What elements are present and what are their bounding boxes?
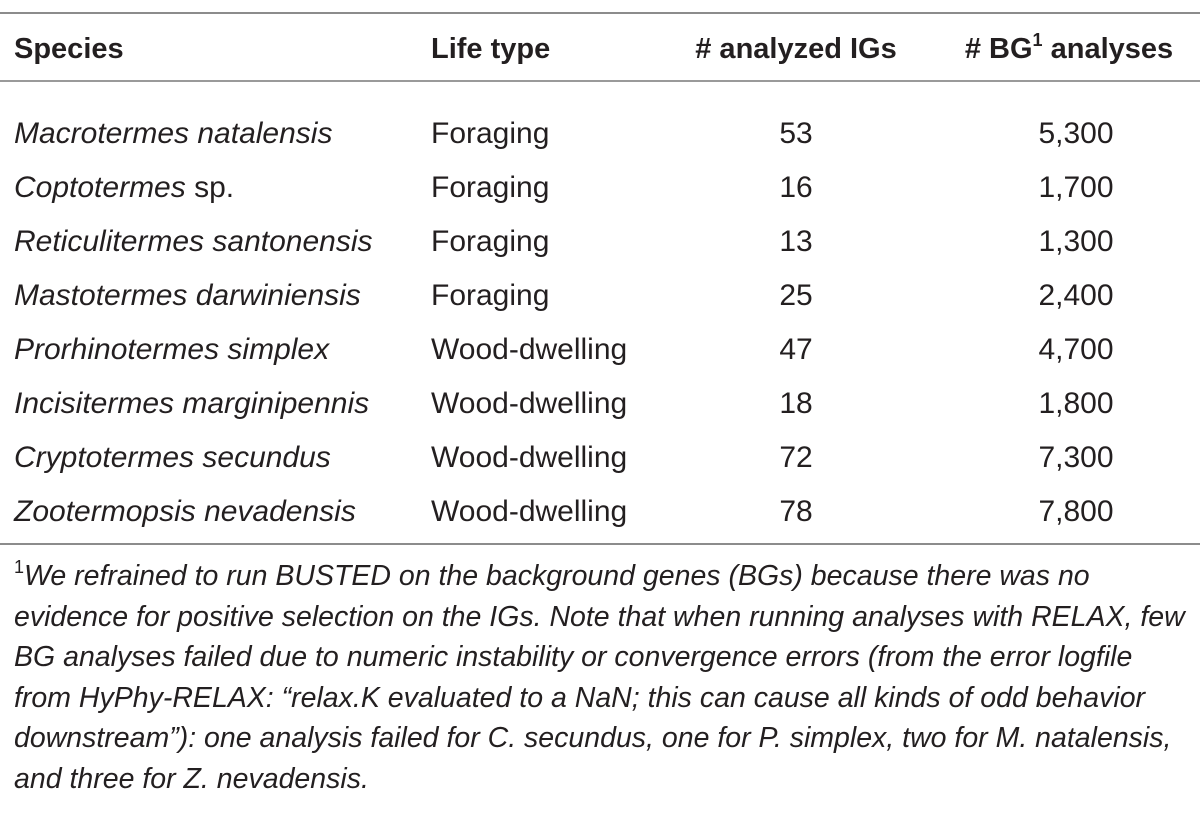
cell-life-type: Wood-dwelling bbox=[431, 495, 628, 528]
cell-species bbox=[14, 323, 329, 377]
header-bg-prefix: # BG bbox=[964, 33, 1033, 65]
table-row bbox=[0, 431, 1200, 485]
table-row bbox=[0, 323, 1200, 377]
cell-analyzed-igs: 53 bbox=[779, 117, 813, 150]
species-name: Coptotermes bbox=[14, 171, 186, 204]
table-header-row bbox=[0, 22, 1200, 76]
table-row bbox=[0, 485, 1200, 539]
cell-life-type: Foraging bbox=[431, 225, 550, 258]
cell-bg-analyses: 4,700 bbox=[1038, 333, 1114, 366]
cell-bg-analyses: 1,700 bbox=[1038, 171, 1114, 204]
header-bg-suffix: analyses bbox=[1042, 33, 1174, 65]
cell-life-type: Wood-dwelling bbox=[431, 333, 628, 366]
species-name: Reticulitermes santonensis bbox=[14, 225, 373, 258]
cell-life-type: Foraging bbox=[431, 279, 550, 312]
cell-analyzed-igs: 25 bbox=[779, 279, 813, 312]
cell-bg-analyses: 7,300 bbox=[1038, 441, 1114, 474]
cell-analyzed-igs: 13 bbox=[779, 225, 813, 258]
table-row bbox=[0, 269, 1200, 323]
species-name: Zootermopsis nevadensis bbox=[14, 495, 356, 528]
cell-species bbox=[14, 107, 332, 161]
cell-life-type: Wood-dwelling bbox=[431, 387, 628, 420]
header-footnote-marker: 1 bbox=[1032, 30, 1043, 50]
cell-bg-analyses: 2,400 bbox=[1038, 279, 1114, 312]
cell-analyzed-igs: 16 bbox=[779, 171, 813, 204]
cell-species bbox=[14, 161, 234, 215]
cell-life-type: Wood-dwelling bbox=[431, 441, 628, 474]
header-life-type: Life type bbox=[431, 33, 551, 65]
cell-analyzed-igs: 47 bbox=[779, 333, 813, 366]
species-name: Macrotermes natalensis bbox=[14, 117, 333, 150]
table-row bbox=[0, 215, 1200, 269]
cell-analyzed-igs: 72 bbox=[779, 441, 813, 474]
table-row bbox=[0, 161, 1200, 215]
table-header-rule bbox=[0, 80, 1200, 82]
cell-life-type: Foraging bbox=[431, 117, 550, 150]
footnote-marker: 1 bbox=[14, 557, 25, 577]
footnote-text: We refrained to run BUSTED on the background genes (BGs) because there was no evidence for positive selection on the IGs. Note that when running analyses with RELAX, few BG analyses failed due to numeric instability or convergence errors (from the error logfile from HyPhy-RELAX: “relax.K evaluated to a NaN; this can cause all kinds of odd behavior downstream”): one analysis failed for C. secundus, one for P. simplex, two for M. natalensis, and three for Z. nevadensis. bbox=[14, 560, 1185, 795]
header-analyzed-igs: # analyzed IGs bbox=[695, 33, 897, 65]
species-name: Prorhinotermes simplex bbox=[14, 333, 330, 366]
cell-species bbox=[14, 377, 369, 431]
cell-analyzed-igs: 18 bbox=[779, 387, 813, 420]
species-name: Cryptotermes secundus bbox=[14, 441, 331, 474]
cell-bg-analyses: 5,300 bbox=[1038, 117, 1114, 150]
table-top-rule bbox=[0, 12, 1200, 14]
cell-bg-analyses: 1,800 bbox=[1038, 387, 1114, 420]
cell-species bbox=[14, 431, 331, 485]
cell-life-type: Foraging bbox=[431, 171, 550, 204]
table-footnote bbox=[14, 556, 1190, 799]
species-name: Mastotermes darwiniensis bbox=[14, 279, 361, 312]
cell-species bbox=[14, 485, 356, 539]
header-species: Species bbox=[14, 33, 124, 65]
cell-species bbox=[14, 269, 361, 323]
species-name: Incisitermes marginipennis bbox=[14, 387, 370, 420]
table-row bbox=[0, 107, 1200, 161]
cell-bg-analyses: 7,800 bbox=[1038, 495, 1114, 528]
header-bg-analyses bbox=[944, 22, 1194, 76]
table-bottom-rule bbox=[0, 543, 1200, 545]
table-row bbox=[0, 377, 1200, 431]
species-suffix: sp. bbox=[185, 171, 235, 204]
cell-bg-analyses: 1,300 bbox=[1038, 225, 1114, 258]
cell-species bbox=[14, 215, 373, 269]
cell-analyzed-igs: 78 bbox=[779, 495, 813, 528]
